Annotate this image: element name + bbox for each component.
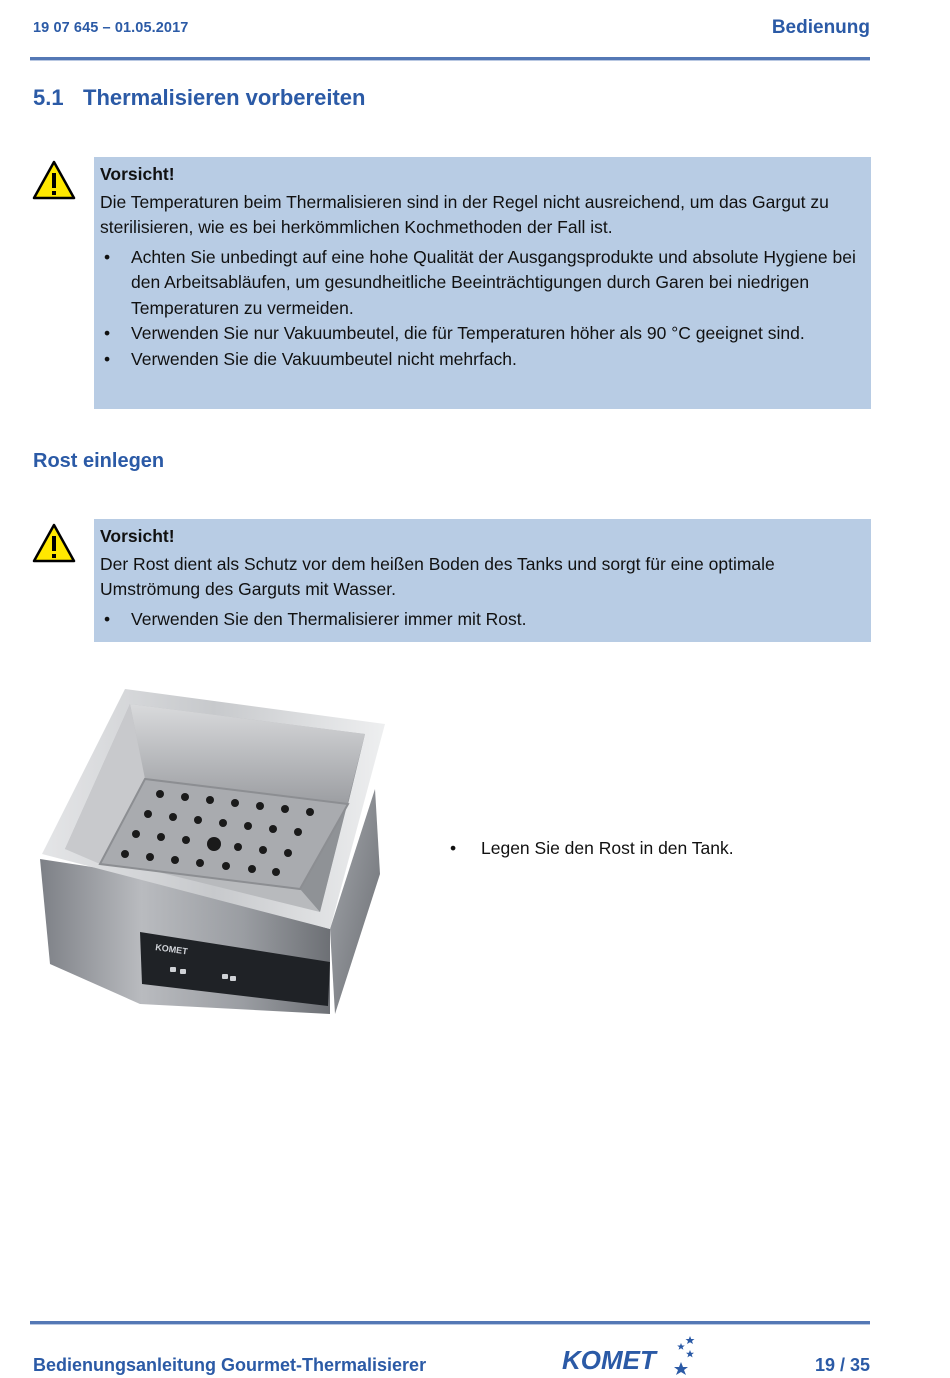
page-number: 19 / 35 [814, 1355, 870, 1375]
footer-rule [30, 1321, 870, 1325]
instruction-bullet: • [450, 838, 457, 858]
warning-triangle-icon [32, 523, 76, 563]
tank-with-rack-photo [30, 684, 390, 1019]
caution-box [94, 157, 871, 409]
section-heading [33, 85, 365, 111]
instruction-text: Legen Sie den Rost in den Tank. [481, 838, 734, 858]
caution-text: Die Temperaturen beim Thermalisieren sind in der Regel nicht ausreichend, um das Gargut zu sterilisieren, wie es bei herkömmlichen Kochmethoden der Fall ist. [100, 191, 829, 237]
logo-text: KOMET [562, 1345, 656, 1375]
section-number: 5.1 [33, 85, 64, 110]
caution-list-item: • Verwenden Sie die Vakuumbeutel nicht mehrfach. [104, 348, 517, 369]
caution-list [100, 245, 859, 373]
caution-list-item: • Achten Sie unbedingt auf eine hohe Qualität der Ausgangsprodukte und absolute Hygiene bei den Arbeitsabläufen, um gesundheitliche Beeinträchtigungen durch Garen bei niedrigen Temperaturen zu vermeiden. [104, 246, 856, 318]
caution-title: Vorsicht! [100, 164, 175, 184]
caution-list-item: • Verwenden Sie nur Vakuumbeutel, die für Temperaturen höher als 90 °C geeignet sind. [104, 323, 805, 343]
panel-logo-text: KOMET [154, 942, 189, 957]
caution-title: Vorsicht! [100, 526, 175, 546]
document-reference: 19 07 645 – 01.05.2017 [33, 20, 189, 36]
caution-text: Der Rost dient als Schutz vor dem heißen Boden des Tanks und sorgt für eine optimale Umströmung des Garguts mit Wasser. [100, 553, 775, 599]
komet-logo [560, 1332, 700, 1376]
chapter-title: Bedienung [771, 17, 870, 38]
subsection-heading: Rost einlegen [33, 450, 165, 472]
section-title: Thermalisieren vorbereiten [83, 85, 366, 110]
header-rule [30, 57, 870, 61]
caution-list-item: • Verwenden Sie den Thermalisierer immer mit Rost. [104, 608, 527, 629]
caution-box [94, 519, 871, 642]
warning-triangle-icon [32, 160, 76, 200]
instruction-item [450, 838, 734, 859]
caution-list [100, 607, 859, 633]
manual-title: Bedienungsanleitung Gourmet-Thermalisierer [33, 1355, 427, 1375]
